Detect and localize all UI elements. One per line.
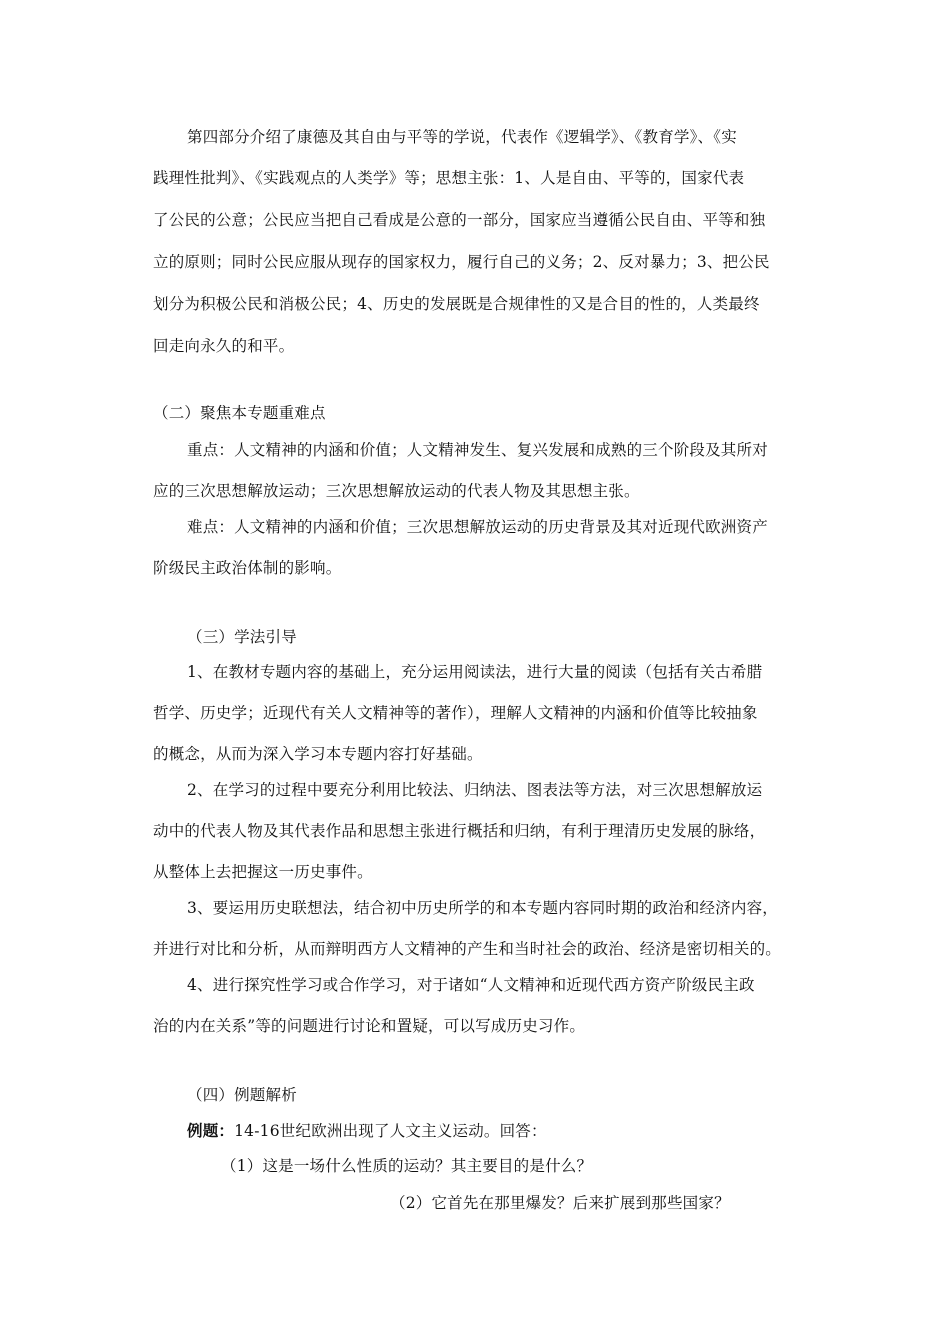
section3-item3-line-2: 并进行对比和分析，从而辩明西方人文精神的产生和当时社会的政治、经济是密切相关的。: [153, 940, 782, 958]
example-question-2: （2）它首先在那里爆发？后来扩展到那些国家？: [390, 1194, 730, 1212]
section3-item4-line-2: 治的内在关系”等的问题进行讨论和置疑，可以写成历史习作。: [153, 1017, 586, 1035]
part4-line-3: 了公民的公意；公民应当把自己看成是公意的一部分，国家应当遵循公民自由、平等和独: [153, 211, 766, 229]
part4-line-2: 践理性批判》、《实践观点的人类学》等；思想主张：1、人是自由、平等的，国家代表: [153, 169, 745, 187]
example-question-1: （1）这是一场什么性质的运动？其主要目的是什么？: [221, 1157, 593, 1175]
section2-difficult-line-2: 阶级民主政治体制的影响。: [153, 559, 342, 577]
section3-heading: （三）学法引导: [187, 628, 297, 646]
section2-key-line-2: 应的三次思想解放运动；三次思想解放运动的代表人物及其思想主张。: [153, 482, 640, 500]
section3-item3-line-1: 3、要运用历史联想法，结合初中历史所学的和本专题内容同时期的政治和经济内容，: [187, 899, 778, 917]
part4-line-1: 第四部分介绍了康德及其自由与平等的学说，代表作《逻辑学》、《教育学》、《实: [187, 128, 737, 146]
section2-key-line-1: 重点：人文精神的内涵和价值；人文精神发生、复兴发展和成熟的三个阶段及其所对: [187, 441, 768, 459]
section3-item4-line-1: 4、进行探究性学习或合作学习，对于诸如“人文精神和近现代西方资产阶级民主政: [187, 976, 755, 994]
section3-item1-line-2: 哲学、历史学；近现代有关人文精神等的著作），理解人文精神的内涵和价值等比较抽象: [153, 704, 758, 722]
example-line: [187, 1121, 547, 1141]
part4-line-6: 回走向永久的和平。: [153, 337, 295, 355]
part4-line-4: 立的原则；同时公民应服从现存的国家权力，履行自己的义务；2、反对暴力；3、把公民: [153, 253, 770, 271]
section2-difficult-line-1: 难点：人文精神的内涵和价值；三次思想解放运动的历史背景及其对近现代欧洲资产: [187, 518, 768, 536]
section4-heading: （四）例题解析: [187, 1086, 297, 1104]
part4-line-5: 划分为积极公民和消极公民；4、历史的发展既是合规律性的又是合目的性的，人类最终: [153, 295, 760, 313]
section3-item1-line-1: 1、在教材专题内容的基础上，充分运用阅读法，进行大量的阅读（包括有关古希腊: [187, 663, 763, 681]
section3-item2-line-1: 2、在学习的过程中要充分利用比较法、归纳法、图表法等方法，对三次思想解放运: [187, 781, 763, 799]
section3-item2-line-2: 动中的代表人物及其代表作品和思想主张进行概括和归纳，有利于理清历史发展的脉络，: [153, 822, 766, 840]
section3-item1-line-3: 的概念，从而为深入学习本专题内容打好基础。: [153, 745, 483, 763]
example-text: 14-16世纪欧洲出现了人文主义运动。回答：: [234, 1122, 547, 1140]
section3-item2-line-3: 从整体上去把握这一历史事件。: [153, 863, 373, 881]
example-label: 例题：: [187, 1121, 235, 1140]
section2-heading: （二）聚焦本专题重难点: [153, 404, 326, 422]
